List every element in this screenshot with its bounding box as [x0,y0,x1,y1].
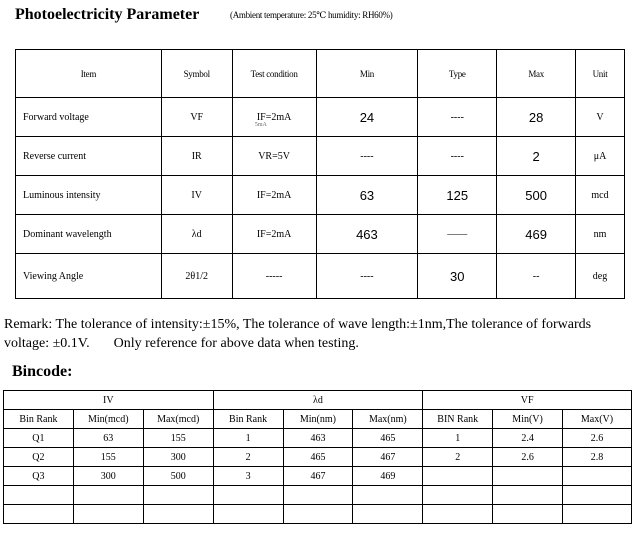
param-row-dominant-wavelength [16,215,625,254]
param-row-luminous-intensity [16,176,625,215]
bincode-title: Bincode: [12,363,73,380]
bin-cell: 2 [213,448,283,467]
bin-cell [4,486,74,505]
bin-cell [493,467,563,486]
item-cell: Luminous intensity [16,176,162,215]
remark-line-2 [4,334,636,353]
condition-cell: ----- [232,254,316,299]
remark-voltage-tolerance: voltage: ±0.1V. [4,336,90,351]
unit-cell: V [576,98,625,137]
bin-cell: 2.4 [493,429,563,448]
condition-cell: VR=5V [232,137,316,176]
min-cell: ---- [316,137,418,176]
bin-row-q2 [4,448,632,467]
unit-cell: nm [576,215,625,254]
symbol-cell: 2θ1/2 [161,254,232,299]
remark-reference-note: Only reference for above data when testing. [113,336,359,351]
bin-row-q3 [4,467,632,486]
bin-header-cell: Min(V) [493,410,563,429]
bincode-table [3,390,632,524]
remark-line-1: Remark: The tolerance of intensity:±15%, The tolerance of wave length:±1nm,The tolerance of forwards [4,317,592,332]
bin-cell [283,486,353,505]
param-row-viewing-angle [16,254,625,299]
bin-cell: 3 [213,467,283,486]
max-cell: 2 [497,137,576,176]
item-cell: Reverse current [16,137,162,176]
bin-header-cell: BIN Rank [423,410,493,429]
item-cell: Forward voltage [16,98,162,137]
bin-cell: 1 [423,429,493,448]
param-row-forward-voltage [16,98,625,137]
bin-header-cell: Min(nm) [283,410,353,429]
bin-group-vf: VF [423,391,632,410]
min-cell: 63 [316,176,418,215]
header-type: Type [418,50,497,98]
bin-cell [563,486,632,505]
bin-group-wavelength: λd [213,391,423,410]
test-conditions: (Ambient temperature: 25℃ humidity: RH60%) [230,10,393,20]
bin-cell: 63 [73,429,143,448]
parameter-table-header [16,50,625,98]
bin-cell: 2.8 [563,448,632,467]
bin-cell: 2 [423,448,493,467]
bin-cell [423,486,493,505]
bin-cell [213,505,283,524]
bin-cell [4,505,74,524]
min-cell: 24 [316,98,418,137]
header-min: Min [316,50,418,98]
condition-text: IF=2mA [256,111,292,123]
bin-cell [423,467,493,486]
unit-cell: deg [576,254,625,299]
bin-cell: 463 [283,429,353,448]
max-cell: 469 [497,215,576,254]
bin-cell: 300 [143,448,213,467]
bin-cell: 155 [143,429,213,448]
min-cell: 463 [316,215,418,254]
bin-cell: 465 [283,448,353,467]
remark-paragraph [4,315,636,353]
bin-header-cell: Bin Rank [213,410,283,429]
bin-row-empty [4,505,632,524]
bin-cell: 2.6 [493,448,563,467]
unit-cell: mcd [576,176,625,215]
bin-cell [143,486,213,505]
symbol-cell: VF [161,98,232,137]
type-cell: ---- [418,98,497,137]
bin-group-header [4,391,632,410]
bin-cell: 467 [353,448,423,467]
item-cell: Viewing Angle [16,254,162,299]
symbol-cell: IV [161,176,232,215]
bin-header-cell: Max(nm) [353,410,423,429]
bin-cell [563,505,632,524]
bin-group-iv: IV [4,391,214,410]
bin-cell [493,486,563,505]
type-cell: 125 [418,176,497,215]
parameter-table [15,49,625,299]
header-test-condition: Test condition [232,50,316,98]
min-cell: ---- [316,254,418,299]
param-row-reverse-current [16,137,625,176]
bin-cell [73,486,143,505]
max-cell: 500 [497,176,576,215]
bin-header-cell: Max(mcd) [143,410,213,429]
bin-cell [353,505,423,524]
bin-cell [423,505,493,524]
symbol-cell: λd [161,215,232,254]
bin-header-cell: Max(V) [563,410,632,429]
condition-cell: IF=2mA [232,215,316,254]
bin-cell [563,467,632,486]
bin-cell: 155 [73,448,143,467]
document-title: Photoelectricity Parameter [15,6,200,23]
bin-header-cell: Bin Rank [4,410,74,429]
bin-cell [73,505,143,524]
bin-cell: 465 [353,429,423,448]
bin-cell: 300 [73,467,143,486]
type-cell: —— [418,215,497,254]
bin-cell [493,505,563,524]
max-cell: 28 [497,98,576,137]
unit-cell: μA [576,137,625,176]
header-max: Max [497,50,576,98]
bin-cell: Q3 [4,467,74,486]
bin-cell: 500 [143,467,213,486]
max-cell: -- [497,254,576,299]
bin-cell: Q2 [4,448,74,467]
bin-cell: Q1 [4,429,74,448]
bin-cell: 467 [283,467,353,486]
symbol-cell: IR [161,137,232,176]
bin-cell [283,505,353,524]
condition-note: 5mA [254,121,267,128]
header-symbol: Symbol [161,50,232,98]
bin-cell [353,486,423,505]
header-unit: Unit [576,50,625,98]
condition-cell [232,98,316,137]
item-cell: Dominant wavelength [16,215,162,254]
type-cell: ---- [418,137,497,176]
bin-header-cell: Min(mcd) [73,410,143,429]
bin-cell [213,486,283,505]
header-item: Item [16,50,162,98]
bin-row-empty [4,486,632,505]
bin-cell: 469 [353,467,423,486]
bin-column-header [4,410,632,429]
condition-cell: IF=2mA [232,176,316,215]
type-cell: 30 [418,254,497,299]
bin-cell: 1 [213,429,283,448]
bin-row-q1 [4,429,632,448]
bin-cell: 2.6 [563,429,632,448]
bin-cell [143,505,213,524]
